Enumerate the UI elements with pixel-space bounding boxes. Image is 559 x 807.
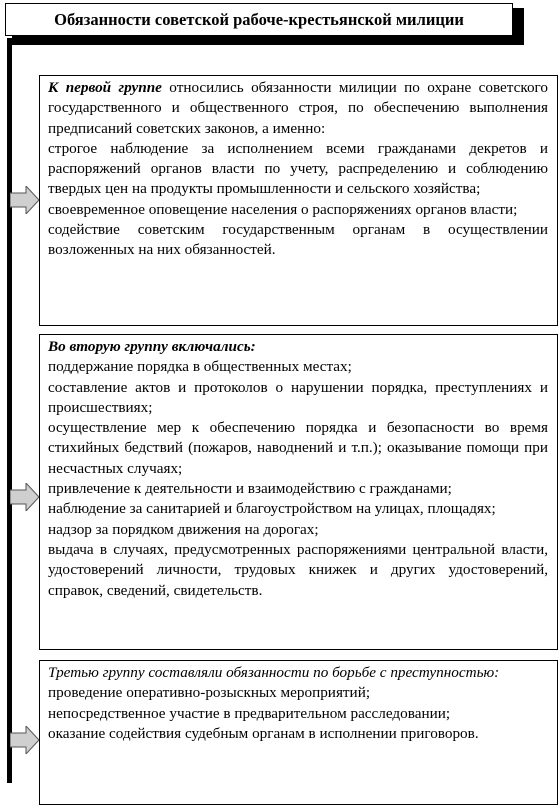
- group-2-box: [39, 334, 558, 650]
- group-2-item: поддержание порядка в общественных местах;: [48, 358, 352, 376]
- group-2-item: выдача в случаях, предусмотренных распоряжениями центральной власти, удостоверений личности, трудовых книжек и других удостоверений, справок, сведений, свидетельств.: [48, 540, 548, 599]
- group-3-item: непосредственное участие в предварительном расследовании;: [48, 704, 451, 722]
- arrow-right-icon: [10, 726, 40, 754]
- diagram-title: [5, 3, 513, 36]
- diagram-title-text: Обязанности советской рабоче-крестьянской милиции: [54, 9, 464, 29]
- group-2-item: надзор за порядком движения на дорогах;: [48, 520, 319, 538]
- arrow-right-icon: [10, 483, 40, 511]
- group-3-box: [39, 660, 558, 805]
- group-2-item: составление актов и протоколов о нарушении порядка, преступлениях и происшествиях;: [48, 378, 548, 416]
- group-1-lead: К первой группе: [48, 79, 162, 96]
- group-3-lead: Третью группу составляли обязанности по борьбе с преступностью:: [48, 664, 500, 681]
- group-3-item: проведение оперативно-розыскных мероприятий;: [48, 684, 371, 702]
- group-2-lead: Во вторую группу включались:: [48, 338, 256, 355]
- group-1-item: своевременное оповещение населения о распоряжениях органов власти;: [48, 200, 518, 218]
- vertical-connector-line: [7, 38, 12, 783]
- group-1-box: [39, 75, 558, 326]
- group-1-item: содействие советским государственным органам в осуществлении возложенных на них обязанностей.: [48, 221, 548, 259]
- group-2-item: осуществление мер к обеспечению порядка и безопасности во время стихийных бедствий (пожаров, наводнений и т.п.); оказывание помощи при несчастных случаях;: [48, 419, 548, 477]
- arrow-right-icon: [10, 186, 40, 214]
- group-1-item: строгое наблюдение за исполнением всеми гражданами декретов и распоряжений органов власти по учету, распределению и соблюдению твердых цен на продукты промышленности и сельского хозяйства;: [48, 139, 548, 198]
- group-1-lead-rest: относились обязанности милиции по охране советского государственного и общественного строя, по обеспечению выполнения предписаний советских законов, а именно:: [48, 79, 549, 137]
- group-2-item: привлечение к деятельности и взаимодействию с гражданами;: [48, 480, 452, 498]
- group-1-intro: [48, 78, 548, 139]
- group-2-item: наблюдение за санитарией и благоустройством на улицах, площадях;: [48, 500, 496, 518]
- group-3-item: оказание содействия судебным органам в исполнении приговоров.: [48, 724, 479, 742]
